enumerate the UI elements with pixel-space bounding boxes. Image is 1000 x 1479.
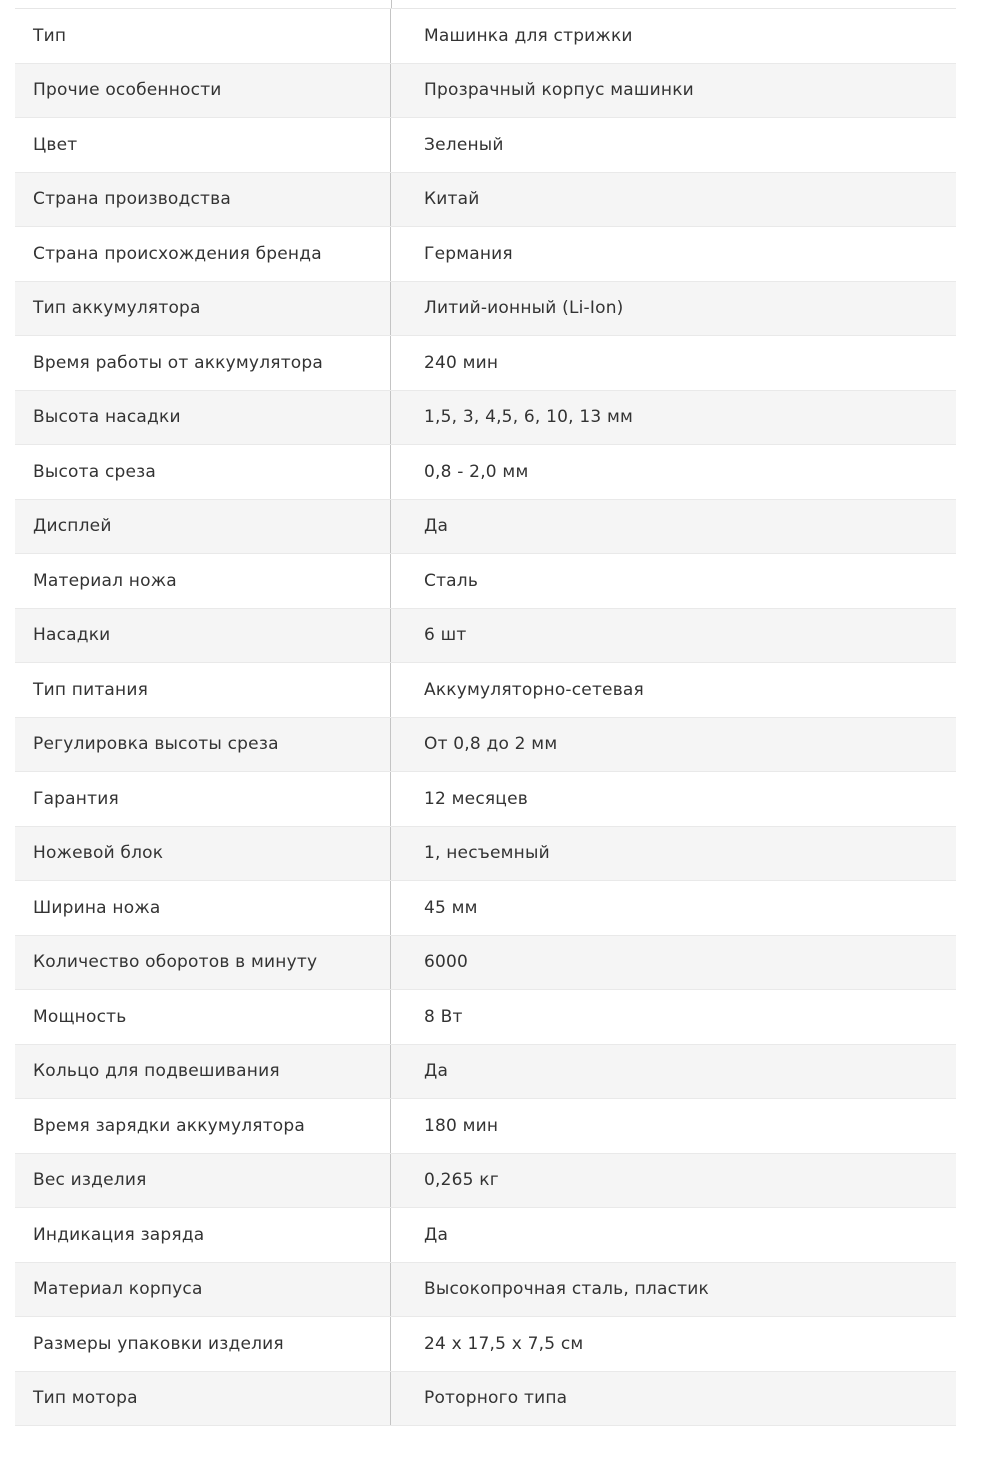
spec-name: Тип: [15, 9, 391, 63]
spec-value: Аккумуляторно-сетевая: [424, 679, 644, 700]
spec-value: Да: [424, 1224, 449, 1245]
spec-name: Индикация заряда: [15, 1208, 391, 1262]
spec-name: Прочие особенности: [15, 64, 391, 118]
spec-name: Гарантия: [15, 772, 391, 826]
table-row: [15, 1154, 956, 1209]
table-top-edge: [15, 0, 956, 9]
spec-name: Количество оборотов в минуту: [15, 936, 391, 990]
spec-value: Китай: [424, 189, 480, 210]
table-row: [15, 609, 956, 664]
spec-name: Регулировка высоты среза: [15, 718, 391, 772]
table-row: [15, 1208, 956, 1263]
table-row: [15, 936, 956, 991]
table-row: [15, 64, 956, 119]
spec-name: Размеры упаковки изделия: [15, 1317, 391, 1371]
spec-name: Насадки: [15, 609, 391, 663]
spec-value: 8 Вт: [424, 1006, 463, 1027]
spec-value: От 0,8 до 2 мм: [424, 734, 558, 755]
spec-name: Ножевой блок: [15, 827, 391, 881]
table-row: [15, 554, 956, 609]
table-row: [15, 1099, 956, 1154]
spec-value: Высокопрочная сталь, пластик: [424, 1279, 709, 1300]
spec-value: Сталь: [424, 570, 479, 591]
spec-name: Кольцо для подвешивания: [15, 1045, 391, 1099]
table-row: [15, 1372, 956, 1427]
spec-value: Машинка для стрижки: [424, 25, 633, 46]
spec-name: Ширина ножа: [15, 881, 391, 935]
spec-value: 6 шт: [424, 625, 467, 646]
spec-name: Тип аккумулятора: [15, 282, 391, 336]
spec-value: Германия: [424, 243, 513, 264]
spec-value: Зеленый: [424, 134, 504, 155]
spec-name: Тип мотора: [15, 1372, 391, 1426]
table-row: [15, 227, 956, 282]
spec-value: Роторного типа: [424, 1388, 568, 1409]
spec-value: 6000: [424, 952, 469, 973]
spec-name: Материал ножа: [15, 554, 391, 608]
spec-name: Цвет: [15, 118, 391, 172]
spec-name: Время зарядки аккумулятора: [15, 1099, 391, 1153]
spec-name: Мощность: [15, 990, 391, 1044]
table-row: [15, 1045, 956, 1100]
table-row: [15, 1317, 956, 1372]
spec-value: Литий-ионный (Li-Ion): [424, 298, 624, 319]
table-row: [15, 881, 956, 936]
spec-value: Прозрачный корпус машинки: [424, 80, 694, 101]
spec-name: Высота среза: [15, 445, 391, 499]
table-row: [15, 827, 956, 882]
specifications-table: [15, 0, 956, 1426]
table-row: [15, 500, 956, 555]
table-row: [15, 1263, 956, 1318]
table-row: [15, 990, 956, 1045]
spec-name: Страна происхождения бренда: [15, 227, 391, 281]
table-row: [15, 772, 956, 827]
table-row: [15, 282, 956, 337]
spec-name: Вес изделия: [15, 1154, 391, 1208]
table-row: [15, 718, 956, 773]
spec-value: 1,5, 3, 4,5, 6, 10, 13 мм: [424, 407, 634, 428]
spec-value: 12 месяцев: [424, 788, 528, 809]
table-row: [15, 173, 956, 228]
table-row: [15, 9, 956, 64]
spec-value: 45 мм: [424, 897, 478, 918]
spec-value: 180 мин: [424, 1115, 499, 1136]
spec-value: 0,8 - 2,0 мм: [424, 461, 529, 482]
spec-name: Тип питания: [15, 663, 391, 717]
spec-name: Страна производства: [15, 173, 391, 227]
table-row: [15, 118, 956, 173]
spec-name: Материал корпуса: [15, 1263, 391, 1317]
spec-value: 0,265 кг: [424, 1170, 499, 1191]
spec-name: Дисплей: [15, 500, 391, 554]
table-row: [15, 445, 956, 500]
spec-value: 240 мин: [424, 352, 499, 373]
table-row: [15, 663, 956, 718]
column-divider: [391, 0, 392, 8]
table-row: [15, 336, 956, 391]
spec-value: Да: [424, 1061, 449, 1082]
spec-value: Да: [424, 516, 449, 537]
spec-name: Время работы от аккумулятора: [15, 336, 391, 390]
table-row: [15, 391, 956, 446]
spec-name: Высота насадки: [15, 391, 391, 445]
spec-value: 24 х 17,5 х 7,5 см: [424, 1333, 584, 1354]
spec-value: 1, несъемный: [424, 843, 550, 864]
